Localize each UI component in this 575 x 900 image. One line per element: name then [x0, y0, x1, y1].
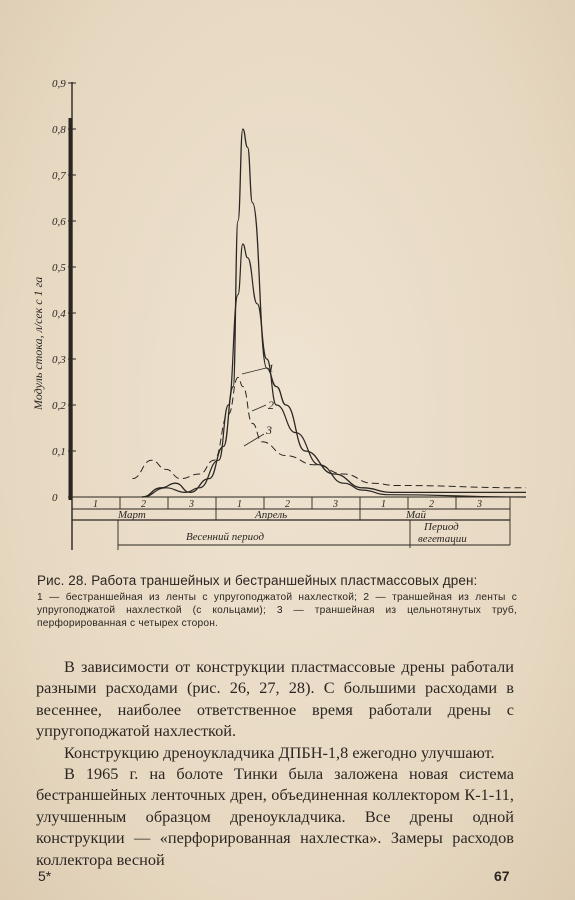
y-tick-label: 0,9 — [52, 78, 66, 90]
y-tick-label: 0,8 — [52, 124, 66, 136]
paragraph-2: Конструкцию дреноукладчика ДПБН-1,8 ежегодно улучшают. — [64, 742, 495, 762]
decade-label: 1 — [93, 499, 98, 510]
decade-label: 1 — [237, 499, 242, 510]
signature-mark: 5* — [38, 868, 52, 884]
y-tick-label: 0,7 — [52, 170, 66, 182]
decade-label: 2 — [285, 499, 290, 510]
curve-1-label: 1 — [268, 361, 274, 375]
period-vegetation-label-2: вегетации — [418, 533, 467, 545]
curve-2-leader — [252, 405, 266, 411]
caption-title: Рис. 28. Работа траншейных и бестраншейных пластмассовых дрен: — [37, 573, 478, 588]
figure-caption — [37, 573, 517, 630]
curves-group — [132, 129, 526, 497]
curve-3-leader — [244, 434, 264, 446]
decade-label: 2 — [141, 499, 146, 510]
y-tick-label: 0,1 — [52, 446, 66, 458]
curve-3-label: 3 — [266, 423, 272, 437]
y-tick-label: 0 — [52, 492, 58, 504]
paragraph-3: В 1965 г. на болоте Тинки была заложена новая система бестраншейных ленточных дрен, объединенная коллектором К-1-11, улучшенным образцом дреноукладчика. Все дрены одной конструкции — «перфорированная нахлестка». Замеры расходов коллектора весной — [36, 764, 514, 869]
month-march: Март — [118, 509, 146, 521]
decade-label: 3 — [333, 499, 338, 510]
y-tick-label: 0,3 — [52, 354, 66, 366]
y-tick-label: 0,6 — [52, 216, 66, 228]
body-text — [36, 656, 514, 870]
decade-label: 1 — [381, 499, 386, 510]
month-april: Апрель — [255, 509, 288, 521]
decade-label: 2 — [429, 499, 434, 510]
y-axis-label: Модуль стока, л/сек с 1 га — [31, 276, 45, 410]
page-number: 67 — [494, 868, 510, 884]
y-tick-label: 0,4 — [52, 308, 66, 320]
series-2-line — [142, 244, 526, 497]
decade-label: 3 — [477, 499, 482, 510]
y-tick-label: 0,2 — [52, 400, 66, 412]
period-spring-label: Весенний период — [186, 531, 265, 543]
series-1-line — [142, 129, 526, 497]
paragraph-1: В зависимости от конструкции пластмассовые дрены работали разными расходами (рис. 26, 27, 28). С большими расходами в весеннее, наиболее ответственное время работали дрены с упругоподжатой нахлесткой. — [36, 657, 514, 741]
month-may: Май — [406, 509, 427, 521]
decade-label: 3 — [189, 499, 194, 510]
curve-2-label: 2 — [268, 398, 274, 412]
curve-1-leader — [242, 368, 266, 374]
period-vegetation-label-1: Период — [424, 521, 459, 533]
y-tick-label: 0,5 — [52, 262, 66, 274]
caption-text: 1 — бестраншейная из ленты с упругоподжатой нахлесткой; 2 — траншейная из ленты с упругоподжатой нахлесткой (с кольцами); 3 — траншейная из цельнотянутых труб, перфорированная с четырех сторон. — [37, 592, 517, 629]
